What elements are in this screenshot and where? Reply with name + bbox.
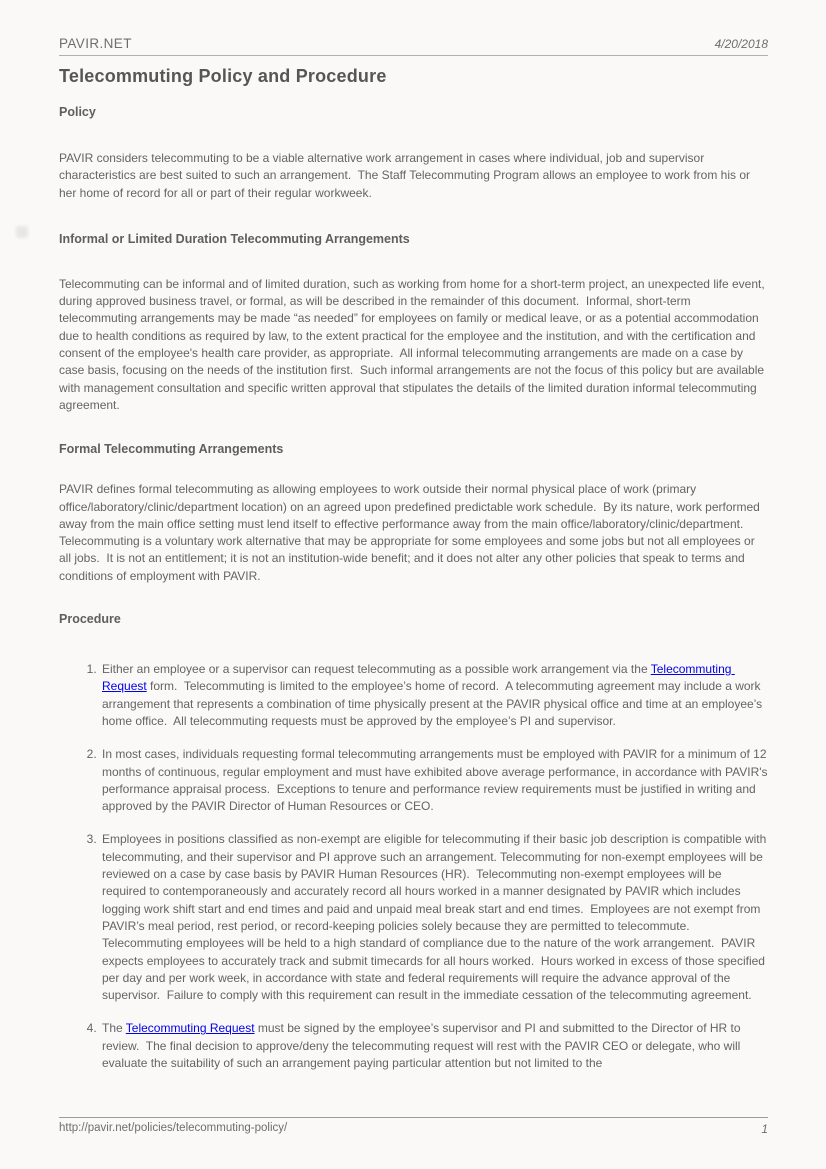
footer-page-number: 1 [761, 1122, 768, 1136]
procedure-item-3 [100, 831, 768, 1004]
procedure-item-1-text-before: Either an employee or a supervisor can request telecommuting as a possible work arrangement via the [102, 662, 651, 677]
margin-anchor-marker [16, 226, 28, 238]
print-date: 4/20/2018 [714, 37, 768, 51]
procedure-item-4-text-after: must be signed by the employee’s supervisor and PI and submitted to the Director of HR to review. The final decision to approve/deny the telecommuting request will rest with the PAVIR CEO or delegate, who will evaluate the suitability of such an arrangement paying particular attention but not limited to the [102, 1021, 744, 1070]
informal-arrangements-paragraph: Telecommuting can be informal and of limited duration, such as working from home for a short-term project, an unexpected life event, during approved business travel, or formal, as will be described in the remainder of this document. Informal, short-term telecommuting arrangements may be made “as needed” for employees on family or medical leave, or as a potential accommodation due to health conditions as required by law, to the extent practical for the employee and the institution, and with the certification and consent of the employee's health care provider, as appropriate. All informal telecommuting arrangements are made on a case by case basis, focusing on the needs of the institution first. Such informal arrangements are not the focus of this policy but are available with management consultation and specific written approval that stipulates the details of the limited duration informal telecommuting agreement. [59, 276, 769, 412]
procedure-item-4-text-before: The [102, 1021, 126, 1036]
document-title: Telecommuting Policy and Procedure [59, 66, 387, 86]
formal-arrangements-paragraph: PAVIR defines formal telecommuting as allowing employees to work outside their normal physical place of work (primary office/laboratory/clinic/department location) on an agreed upon predefined predictable work schedule. By its nature, work performed away from the main office setting must lend itself to effective performance away from the main office/laboratory/clinic/department. Telecommuting is a voluntary work alternative that may be appropriate for some employees and some jobs but not all employees or all jobs. It is not an entitlement; it is not an institution-wide benefit; and it does not alter any other policies that speak to terms and conditions of employment with PAVIR. [59, 482, 764, 583]
section-heading-formal-arrangements: Formal Telecommuting Arrangements [59, 442, 284, 457]
section-heading-policy: Policy [59, 105, 96, 119]
site-name: PAVIR.NET [59, 36, 132, 51]
procedure-item-2-text: In most cases, individuals requesting formal telecommuting arrangements must be employed with PAVIR for a minimum of 12 months of continuous, regular employment and must have exhibited above average performance, in accordance with PAVIR's performance appraisal process. Exceptions to tenure and performance review requirements must be justified in writing and approved by the PAVIR Director of Human Resources or CEO. [102, 747, 771, 814]
procedure-item-1 [100, 661, 768, 730]
procedure-item-4 [100, 1020, 768, 1072]
header-divider [59, 55, 768, 56]
procedure-item-2 [100, 746, 771, 815]
section-heading-informal-arrangements: Informal or Limited Duration Telecommuting Arrangements [59, 231, 410, 246]
footer-divider [59, 1117, 768, 1118]
section-heading-procedure: Procedure [59, 612, 121, 627]
procedure-list [59, 661, 771, 1072]
policy-paragraph: PAVIR considers telecommuting to be a viable alternative work arrangement in cases where individual, job and supervisor characteristics are best suited to such an arrangement. The Staff Telecommuting Program allows an employee to work from his or her home of record for all or part of their regular workweek. [59, 151, 754, 200]
footer-source-url: http://pavir.net/policies/telecommuting-policy/ [59, 1122, 288, 1134]
telecommuting-request-link-2[interactable]: Telecommuting Request [125, 1021, 255, 1036]
telecommuting-request-link-1[interactable]: Telecommuting Request [102, 662, 735, 694]
procedure-item-1-text-after: form. Telecommuting is limited to the employee’s home of record. A telecommuting agreement may include a work arrangement that represents a combination of time physically present at the PAVIR physical office and time at an employee’s home office. All telecommuting requests must be approved by the employee’s PI and supervisor. [102, 679, 766, 728]
document-header [59, 0, 768, 51]
procedure-item-3-text: Employees in positions classified as non-exempt are eligible for telecommuting if their basic job description is compatible with telecommuting, and their supervisor and PI approve such an arrangement. Telecommuting for non-exempt employees will be reviewed on a case by case basis by PAVIR Human Resources (HR). Telecommuting non-exempt employees will be required to contemporaneously and accurately record all hours worked in a manner designated by PAVIR which includes logging work shift start and end times and paid and unpaid meal break start and end times. Employees are not exempt from PAVIR’s meal period, rest period, or record-keeping policies solely because they are permitted to telecommute. Telecommuting employees will be held to a high standard of compliance due to the nature of the work arrangement. PAVIR expects employees to accurately track and submit timecards for all hours worked. Hours worked in excess of those specified per day and per work week, in accordance with state and federal requirements will require the advance approval of the supervisor. Failure to comply with this requirement can result in the immediate cessation of the telecommuting agreement. [102, 832, 770, 1003]
document-footer [59, 1117, 768, 1136]
